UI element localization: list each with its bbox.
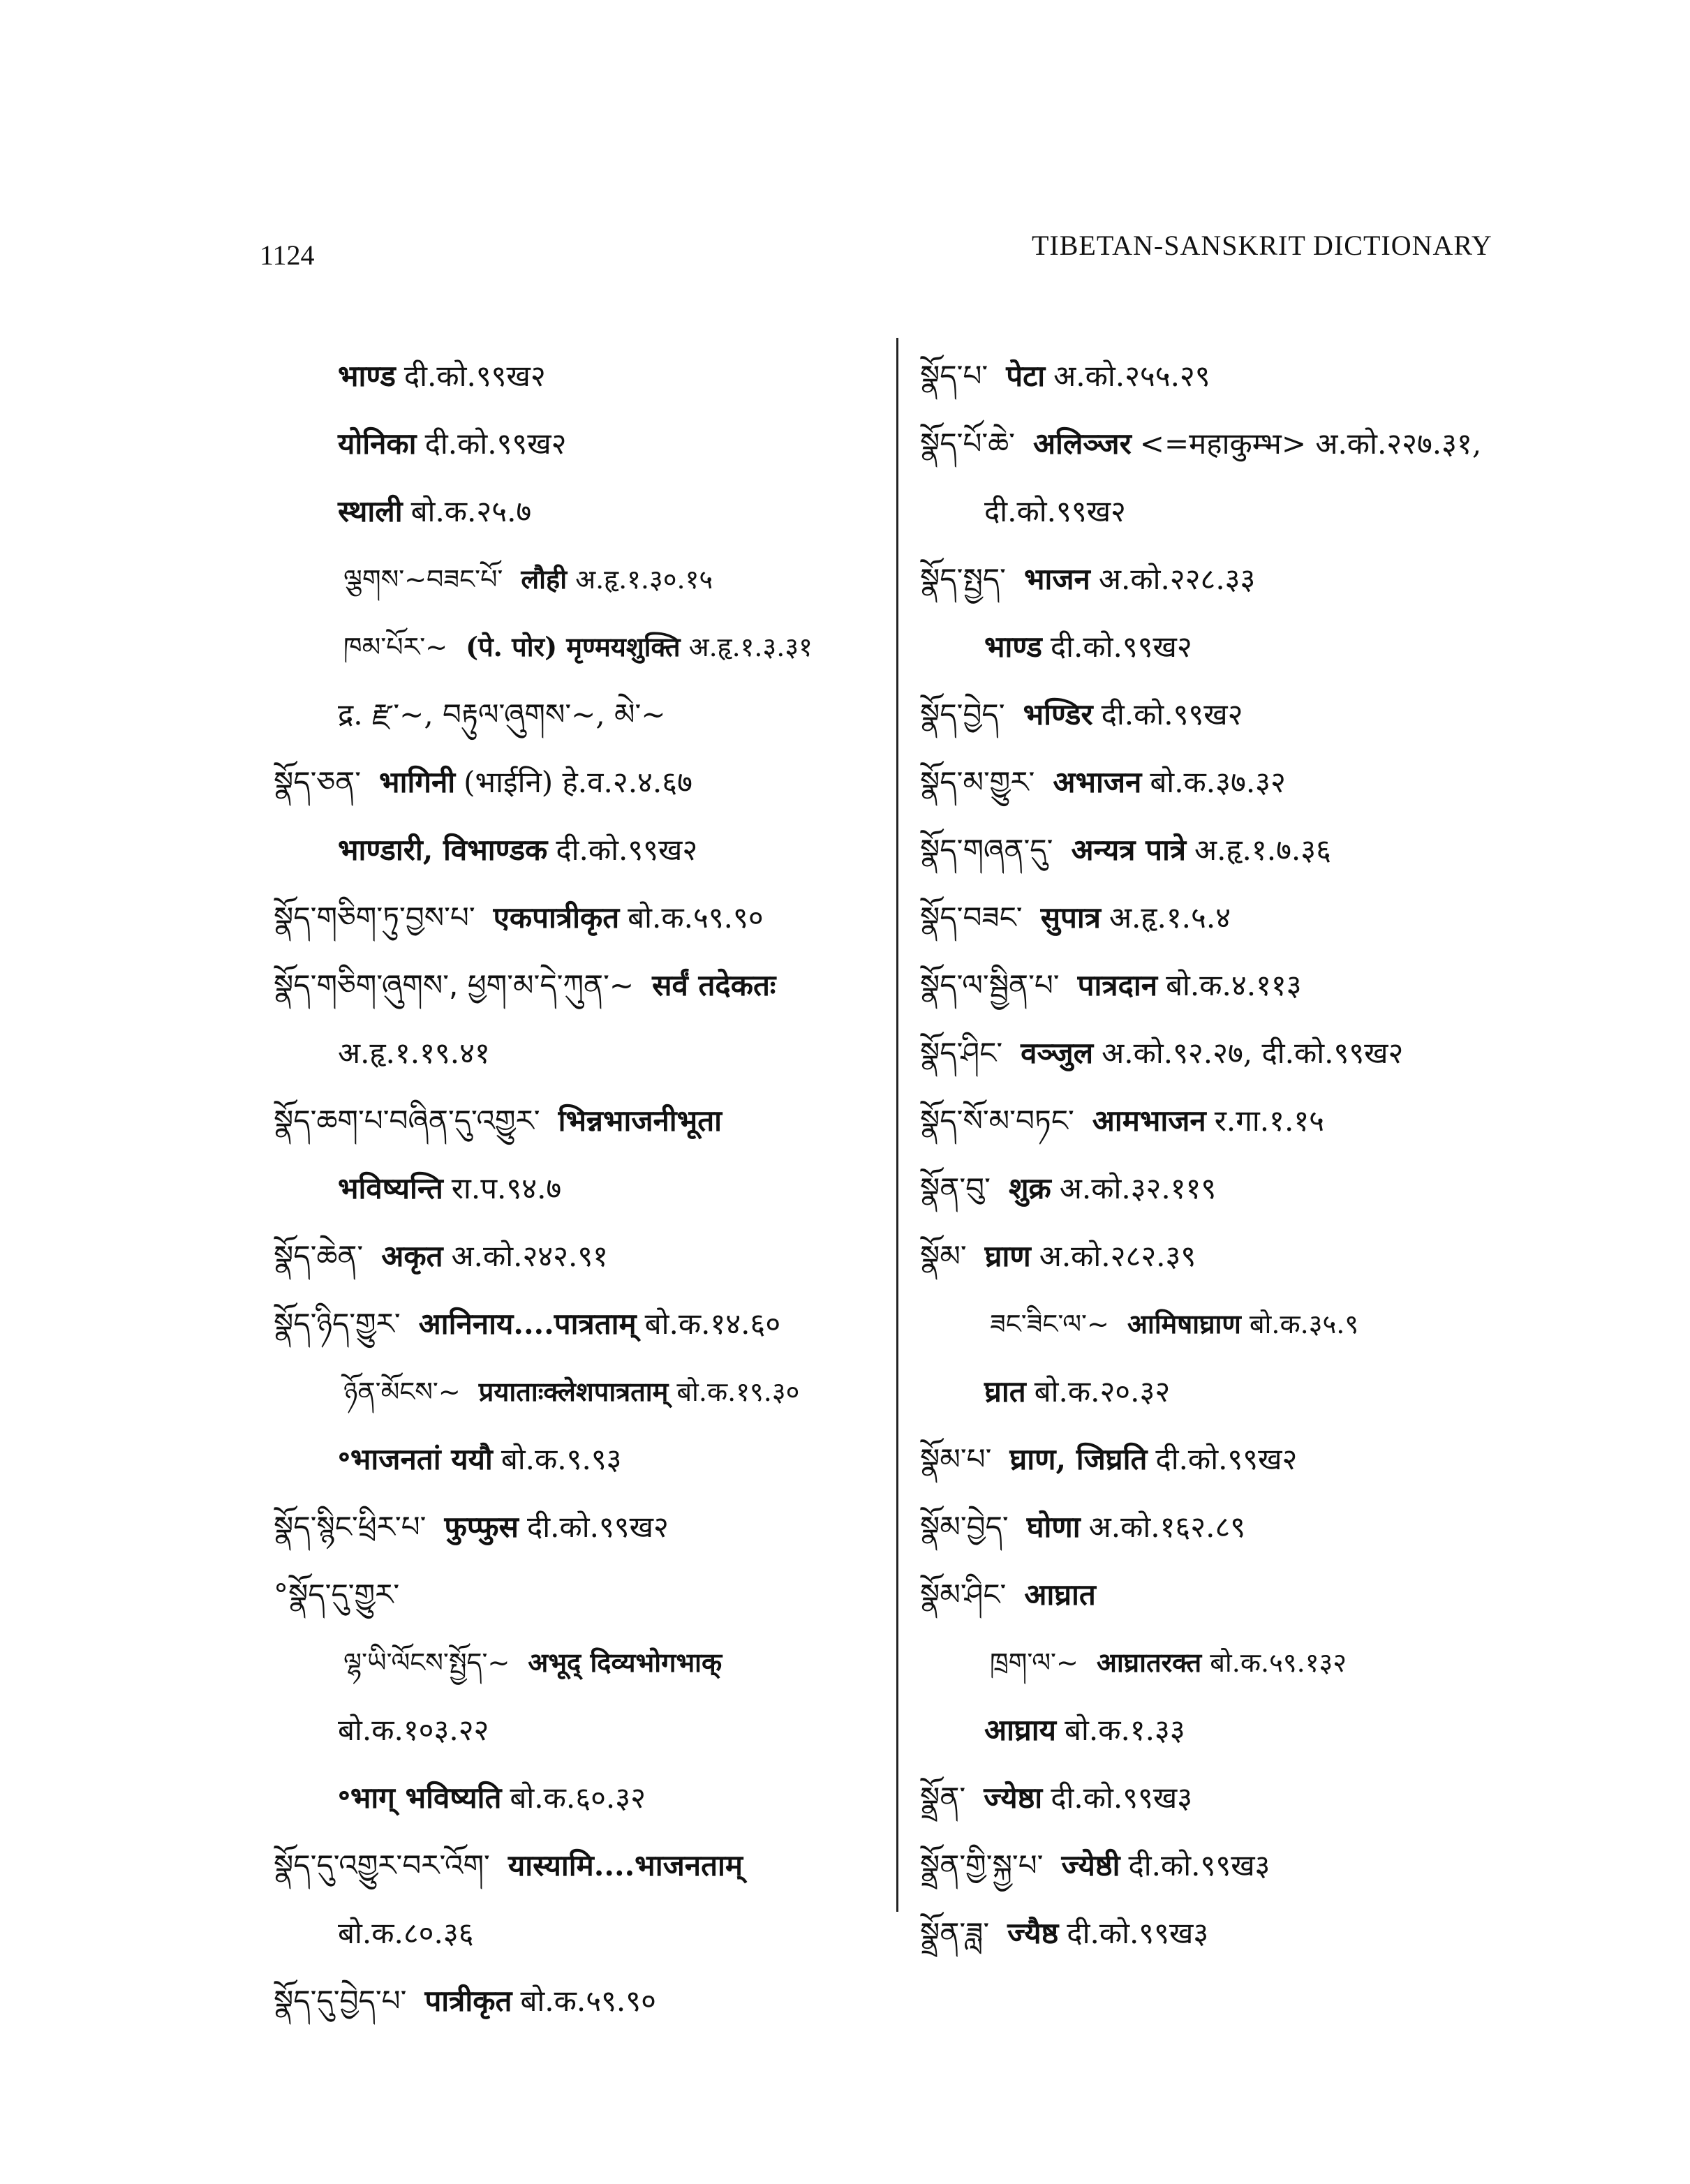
source-reference: <=महाकुम्भ> अ.को.२२७.३१, <box>1139 426 1482 461</box>
column-divider <box>896 338 898 1912</box>
tibetan-term: སྣོད་དུ་འགྱུར་བར་འོག་ <box>274 1848 490 1882</box>
tibetan-term: སྣོམ་པ་ <box>920 1442 992 1476</box>
tibetan-term: སྣོད་སྙིང་ཕྲིར་པ་ <box>274 1510 427 1544</box>
sanskrit-equivalent: प्रयाताःक्लेशपात्रताम् <box>478 1376 669 1407</box>
source-reference: बो.क.९.९३ <box>501 1442 622 1476</box>
dictionary-entry-line <box>920 816 1534 884</box>
dictionary-entry-line <box>274 1493 888 1561</box>
tibetan-term: སྣོད་དུ་བྱེད་པ་ <box>274 1984 407 2018</box>
tibetan-term: སྣོམ་ <box>920 1239 967 1273</box>
source-reference: अ.को.२२८.३३ <box>1098 562 1256 596</box>
tibetan-term: སྣོད་བྱེད་ <box>920 697 1005 731</box>
tibetan-term: ལྷ་ཡི་ལོངས་སྤྱོད་~ <box>343 1647 510 1678</box>
dictionary-entry-line <box>920 1764 1534 1832</box>
dictionary-entry-line <box>274 884 888 951</box>
sanskrit-equivalent: पेटा <box>1006 359 1046 393</box>
source-reference: दी.को.९९ख२ <box>1155 1442 1298 1476</box>
tibetan-term: སྣོད་ཆེན་ <box>274 1239 364 1273</box>
dictionary-entry-line <box>920 884 1534 951</box>
dictionary-entry-line <box>920 1561 1534 1628</box>
tibetan-term: སྣོད་ལ་སྦྱིན་པ་ <box>920 968 1060 1002</box>
dictionary-entry-line <box>274 1222 888 1290</box>
sanskrit-equivalent: घोणा <box>1026 1510 1081 1544</box>
dictionary-entry-line <box>274 342 888 410</box>
dictionary-entry-line <box>920 1154 1534 1222</box>
source-reference: बो.क.३७.३२ <box>1150 765 1286 799</box>
source-reference: बो.क.५९.९० <box>520 1984 656 2018</box>
tibetan-term: སྣོམ་བྱེད་ <box>920 1510 1009 1544</box>
dictionary-entry-line <box>274 1290 888 1358</box>
sanskrit-equivalent: आघ्रातरक्त <box>1096 1647 1202 1678</box>
tibetan-term: ཁམ་པོར་~ <box>343 632 448 662</box>
source-reference: बो.क.२०.३२ <box>1034 1374 1171 1409</box>
dictionary-entry-line <box>920 1019 1534 1087</box>
dictionary-entry-line <box>274 477 888 545</box>
sanskrit-equivalent: भाजन <box>1023 562 1090 596</box>
sanskrit-equivalent: एकपात्रीकृत <box>493 900 620 935</box>
tibetan-term: སྣོད་གཅིག་ཞུགས་, ཕྱག་མ་དེ་ཀུན་~ <box>274 968 635 1002</box>
sanskrit-equivalent: ॰भाग् भविष्यति <box>338 1781 502 1815</box>
source-reference: दी.को.९९ख२ <box>1050 630 1192 664</box>
source-reference: अ.हृ.१.३०.१५ <box>575 564 713 595</box>
sanskrit-equivalent: भाण्डारी, विभाण्डक <box>338 833 548 867</box>
tibetan-term: °སྣོད་དུ་གྱུར་ <box>274 1577 400 1612</box>
dictionary-entry-line <box>274 681 888 748</box>
dictionary-entry-line <box>274 748 888 816</box>
sanskrit-equivalent: घ्राण <box>984 1239 1031 1273</box>
source-reference: (भाईनि) हे.व.२.४.६७ <box>464 765 692 799</box>
dictionary-entry-line <box>274 816 888 884</box>
sanskrit-equivalent: आघ्राय <box>984 1713 1056 1747</box>
dictionary-entry-line <box>274 1425 888 1493</box>
sanskrit-equivalent: घ्राण, जिघ्रति <box>1009 1442 1148 1476</box>
source-reference: अ.हृ.१.१९.४१ <box>338 1036 490 1070</box>
source-reference: अ.को.२८२.३९ <box>1039 1239 1196 1273</box>
sanskrit-equivalent: ज्येष्ठी <box>1061 1848 1120 1882</box>
sanskrit-equivalent: सुपात्र <box>1040 900 1101 935</box>
tibetan-term: ཉོན་མོངས་~ <box>343 1376 461 1407</box>
sanskrit-equivalent: भाण्ड <box>338 359 396 393</box>
source-reference: रा.प.९४.७ <box>451 1171 562 1205</box>
source-reference: बो.क.६०.३२ <box>510 1781 646 1815</box>
sanskrit-equivalent: आमभाजन <box>1092 1104 1206 1138</box>
source-reference: दी.को.९९ख२ <box>403 359 546 393</box>
source-reference: बो.क.२५.७ <box>410 494 532 528</box>
sanskrit-equivalent: भिन्नभाजनीभूता <box>558 1104 722 1138</box>
sanskrit-equivalent: अकृत <box>381 1239 443 1273</box>
sanskrit-equivalent: योनिका <box>338 426 417 461</box>
source-reference: दी.को.९९ख३ <box>1051 1781 1193 1815</box>
source-reference: दी.को.९९ख२ <box>526 1510 669 1544</box>
source-reference: दी.को.९९ख२ <box>424 426 567 461</box>
sanskrit-equivalent: वञ्जुल <box>1021 1036 1094 1070</box>
tibetan-term: སྣོན་བུ་ <box>920 1171 991 1205</box>
source-reference: अ.हृ.१.३.३१ <box>688 632 813 662</box>
dictionary-entry-line <box>920 545 1534 613</box>
dictionary-entry-line <box>274 1967 888 2035</box>
sanskrit-equivalent: फुप्फुस <box>444 1510 519 1544</box>
tibetan-term: སྣོད་ཤིང་ <box>920 1036 1003 1070</box>
source-reference: अ.हृ.१.७.३६ <box>1194 833 1331 867</box>
dictionary-entry-line <box>274 613 888 681</box>
dictionary-entry-line <box>920 1493 1534 1561</box>
tibetan-term: སྣོད་བཟང་ <box>920 900 1023 935</box>
source-reference: बो.क.५९.१३२ <box>1210 1647 1347 1678</box>
running-title: TIBETAN-SANSKRIT DICTIONARY <box>1032 230 1492 261</box>
source-reference: अ.हृ.१.५.४ <box>1109 900 1231 935</box>
source-reference: बो.क.१०३.२२ <box>338 1713 489 1747</box>
left-column <box>274 342 888 2035</box>
tibetan-term: སྣོད་ཆག་པ་བཞིན་དུ་འགྱུར་ <box>274 1104 540 1138</box>
source-reference: अ.को.९२.२७, दी.को.९९ख२ <box>1102 1036 1404 1070</box>
sanskrit-equivalent: अन्यत्र पात्रे <box>1071 833 1186 867</box>
dictionary-entry-line <box>920 1628 1534 1696</box>
sanskrit-equivalent: ज्येष्ठा <box>984 1781 1043 1815</box>
dictionary-entry-line <box>920 1087 1534 1154</box>
sanskrit-equivalent: भविष्यन्ति <box>338 1171 443 1205</box>
dictionary-entry-line <box>920 410 1534 477</box>
source-reference: बो.क.८०.३६ <box>338 1916 474 1950</box>
dictionary-entry-line <box>920 681 1534 748</box>
tibetan-term: སྣྲོན་ <box>920 1781 966 1815</box>
tibetan-term: སྣོད་ཉིད་གྱུར་ <box>274 1307 401 1341</box>
tibetan-term: སྣོད་པོ་ཆེ་ <box>920 426 1015 461</box>
source-reference: बो.क.१४.६० <box>644 1307 781 1341</box>
source-reference: द्र. རྫ་~, བརྟུལ་ཞུགས་~, མེ་~ <box>338 697 666 731</box>
source-reference: अ.को.२४२.९१ <box>451 1239 609 1273</box>
sanskrit-equivalent: पात्रदान <box>1077 968 1158 1002</box>
sanskrit-equivalent: ॰भाजनतां ययौ <box>338 1442 493 1476</box>
source-reference: र.गा.१.१५ <box>1214 1104 1324 1138</box>
sanskrit-equivalent: सर्वं तदेकतः <box>652 968 776 1002</box>
tibetan-term: སྣོད་མ་གྱུར་ <box>920 765 1035 799</box>
source-reference: अ.को.२५५.२९ <box>1053 359 1210 393</box>
tibetan-term: སྣོད་ཅན་ <box>274 765 362 799</box>
sanskrit-equivalent: आनिनाय....पात्रताम् <box>418 1307 637 1341</box>
page-number: 1124 <box>260 239 315 271</box>
sanskrit-equivalent: शुक्र <box>1008 1171 1051 1205</box>
dictionary-entry-line <box>274 1764 888 1832</box>
dictionary-entry-line <box>274 951 888 1019</box>
tibetan-term: སྣོམ་ཤིང་ <box>920 1577 1007 1612</box>
dictionary-entry-line <box>920 1832 1534 1899</box>
dictionary-entry-line <box>920 342 1534 410</box>
dictionary-entry-line <box>920 1696 1534 1764</box>
source-reference: बो.क.१.३३ <box>1064 1713 1185 1747</box>
tibetan-term: སྣོད་སོ་མ་བཏང་ <box>920 1104 1074 1138</box>
dictionary-entry-line <box>920 1222 1534 1290</box>
source-reference: दी.को.९९ख२ <box>1101 697 1243 731</box>
dictionary-entry-line <box>920 748 1534 816</box>
sanskrit-equivalent: अभूद् दिव्यभोगभाक् <box>528 1647 722 1678</box>
source-reference: दी.को.९९ख३ <box>1067 1916 1209 1950</box>
dictionary-entry-line <box>920 1358 1534 1425</box>
sanskrit-equivalent: (पे. पोर) मृण्मयशुक्ति <box>466 631 681 662</box>
sanskrit-equivalent: आमिषाघ्राण <box>1127 1308 1241 1339</box>
source-reference: अ.को.३२.११९ <box>1059 1171 1217 1205</box>
tibetan-term: སྣོད་གཅིག་ཏུ་བྱས་པ་ <box>274 900 475 935</box>
sanskrit-equivalent: अलिञ्जर <box>1032 426 1132 461</box>
dictionary-entry-line <box>920 613 1534 681</box>
tibetan-term: སྣོད་གཞན་དུ་ <box>920 833 1053 867</box>
tibetan-term: སྣྲོན་གྱི་སྐྱ་པ་ <box>920 1848 1044 1882</box>
dictionary-entry-line <box>274 410 888 477</box>
source-reference: बो.क.४.११३ <box>1166 968 1302 1002</box>
sanskrit-equivalent: स्थाली <box>338 494 403 528</box>
source-reference: बो.क.५९.९० <box>628 900 764 935</box>
dictionary-entry-line <box>274 1019 888 1087</box>
dictionary-entry-line <box>274 1628 888 1696</box>
dictionary-entry-line <box>274 545 888 613</box>
tibetan-term: སྣོད་སྤྱད་ <box>920 562 1006 596</box>
dictionary-entry-line <box>274 1087 888 1154</box>
sanskrit-equivalent: घ्रात <box>984 1374 1026 1409</box>
right-column <box>920 342 1534 1967</box>
dictionary-entry-line <box>274 1832 888 1899</box>
source-reference: दी.को.९९ख२ <box>556 833 698 867</box>
dictionary-entry-line <box>920 1899 1534 1967</box>
source-reference: बो.क.३५.९ <box>1249 1309 1359 1339</box>
source-reference: अ.को.१६२.८९ <box>1088 1510 1246 1544</box>
tibetan-term: ཁྲག་ལ་~ <box>990 1647 1079 1678</box>
sanskrit-equivalent: यास्यामि....भाजनताम् <box>507 1848 743 1882</box>
dictionary-entry-line <box>274 1561 888 1628</box>
dictionary-entry-line <box>920 951 1534 1019</box>
sanskrit-equivalent: भाण्ड <box>984 630 1042 664</box>
source-reference: दी.को.९९ख२ <box>984 494 1126 528</box>
sanskrit-equivalent: अभाजन <box>1053 765 1142 799</box>
sanskrit-equivalent: आघ्रात <box>1024 1577 1096 1612</box>
sanskrit-equivalent: भागिनी <box>379 765 456 799</box>
sanskrit-equivalent: पात्रीकृत <box>424 1984 512 2018</box>
tibetan-term: སྣོད་པ་ <box>920 359 988 393</box>
tibetan-term: ཟང་ཟིང་ལ་~ <box>990 1309 1109 1339</box>
dictionary-entry-line <box>274 1899 888 1967</box>
dictionary-entry-line <box>274 1696 888 1764</box>
dictionary-entry-line <box>274 1154 888 1222</box>
source-reference: दी.को.९९ख३ <box>1128 1848 1270 1882</box>
dictionary-entry-line <box>920 477 1534 545</box>
tibetan-term: ལྕགས་~བཟང་པོ་ <box>343 564 503 595</box>
tibetan-term: སྣྲོན་ཟླ་ <box>920 1916 990 1950</box>
dictionary-entry-line <box>920 1290 1534 1358</box>
source-reference: बो.क.१९.३० <box>676 1376 800 1407</box>
sanskrit-equivalent: भण्डिर <box>1023 697 1093 731</box>
dictionary-entry-line <box>274 1358 888 1425</box>
sanskrit-equivalent: ज्यैष्ठ <box>1007 1916 1059 1950</box>
dictionary-entry-line <box>920 1425 1534 1493</box>
sanskrit-equivalent: लौही <box>521 563 568 595</box>
